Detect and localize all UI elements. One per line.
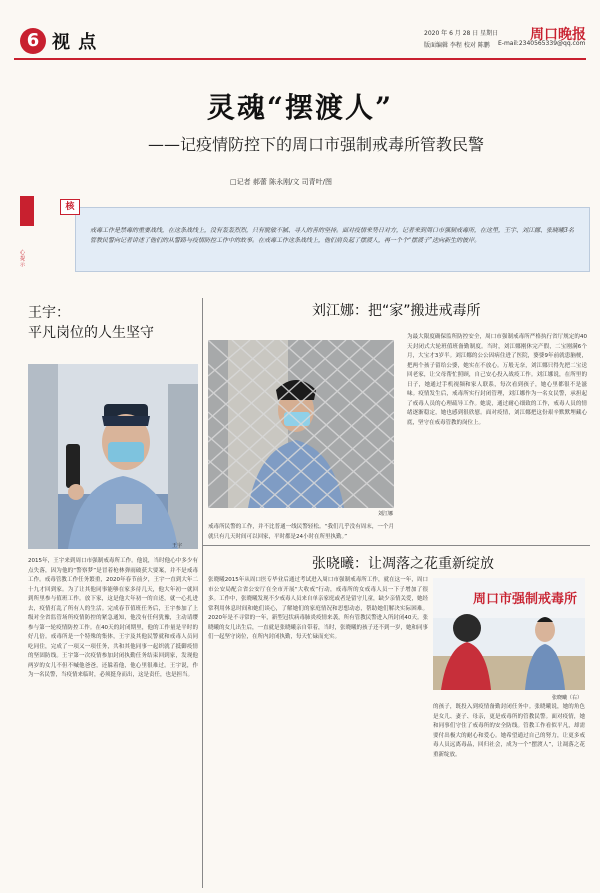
wang-photo <box>28 364 198 549</box>
zhang-heading: 张晓曦：让凋落之花重新绽放 <box>312 556 494 572</box>
column-divider <box>202 298 203 888</box>
issue-date: 2020 年 6 月 28 日 星期日 <box>424 30 499 37</box>
wang-body-text: 2015年，王宇来到周口市强制戒毒所工作。他说，当时他心中多少有点失落，因为他的“警察梦”是冒着枪林弹雨破获大要案，并不是戒毒工作。戒毒管教工作任务繁重，2020年春节前夕，王宇一直到大年二十九才回到家。为了让其他同事能够在家多待几天，他大年初一就回到所里参与值班工作。放下家，这是他大年初一的自述，就一心扎进去，疫情打乱了所有人的生活。完成春节值班任务后，王宇参加了上级对全省监管场所疫情防控的紧急通知，他没有任何犹豫，主动请缨参与第一轮疫情防控工作。在40天的封闭期里，他的工作量是平时的好几倍。戒毒所是一个特殊的集体，王宇及其他民警就和戒毒人员同吃同住，完成了一项又一项任务，共和其他同事一起织就了抵御疫情的坚固防线。王宇第一次疫情参加封闭执勤任务结束回到家，发现他两岁的女儿不但不喊他爸爸，还躲着他，他心里很难过。王宇说，作为一名民警，当疫情来临时，必须挺身而出，这是责任，也是担当。 <box>28 558 198 678</box>
newspaper-logo: 周口晚报 <box>530 27 586 43</box>
wang-photo-caption: 王宇 <box>172 543 183 549</box>
wang-photo-illustration <box>28 364 198 549</box>
article-title: 灵魂“摆渡人” <box>206 91 394 124</box>
zhang-photo <box>433 578 585 690</box>
page-number-badge: 6 <box>20 28 46 54</box>
intro-box <box>20 196 590 280</box>
editor-credits: 版面编辑 李程 校对 陈鹏 <box>424 42 490 49</box>
wang-heading-title: 平凡岗位的人生坚守 <box>28 325 154 341</box>
zhang-body-text: 张晓曦2015年从周口医专毕业后通过考试进入周口市强制戒毒所工作，就在这一年，周口市公安局配合省公安厅在全市开展“大收戒”行动，戒毒所的女戒毒人员一下子增加了很多。工作中，张晓曦发现不少戒毒人员来自单亲家庭或者是留守儿童，缺少亲情关爱，她经常利用休息时间和她们谈心，了解她们的家庭情况和思想动态，帮助她们解决实际困难。2020年是不寻常的一年，新型冠状病毒肺炎疫情来袭，所有管教民警进入所封闭40天。张晓曦的女儿出生后，一直就是张晓曦亲自带着，当时，张晓曦的孩子还不到一岁，她和同事们一起坚守岗位，在所内封闭执勤，每天忙碌而充实。 <box>208 577 428 640</box>
article-byline: □记者 郝蕾 陈永刚/文 司青叶/图 <box>230 178 333 186</box>
intro-badge: 核 <box>60 199 80 215</box>
zhang-photo-caption: 张晓曦（右） <box>552 695 583 701</box>
liu-heading: 刘江娜：把“家”搬进戒毒所 <box>312 303 481 319</box>
zhang-body-text-continued: 的孩子，既投入到疫情备勤封闭任务中。张晓曦说，她的角色是女儿、妻子、母亲，更是戒毒所的管教民警。面对疫情，她和同事们守住了戒毒所的安全防线。管教工作看似平凡，却需要付出极大的耐心和爱心。她希望通过自己的努力，让更多戒毒人员远离毒品，回归社会，成为一个“摆渡人”，让凋落之花重新绽放。 <box>433 704 585 758</box>
intro-side-label: 心提示 <box>20 250 26 268</box>
intro-panel <box>75 207 590 272</box>
liu-body-text-lower: 戒毒所民警的工作，并不比普通一线民警轻松。“我们几乎没有周末，一个月就只有几天时间可以回家，平时都是24小时在所里执勤。” <box>208 524 394 540</box>
liu-photo <box>208 340 394 508</box>
article-subtitle: ——记疫情防控下的周口市强制戒毒所管教民警 <box>148 135 485 154</box>
zhang-photo-wall-sign: 周口市强制戒毒所 <box>473 592 578 607</box>
header-divider <box>14 58 586 60</box>
contact-email: E-mail:2340565339@qq.com <box>498 40 586 47</box>
liu-photo-illustration <box>208 340 394 508</box>
liu-photo-caption: 刘江娜 <box>378 511 394 517</box>
wang-heading-name: 王宇： <box>28 305 70 321</box>
section-name: 视 点 <box>52 32 98 53</box>
page-header <box>0 0 600 58</box>
intro-label-bar <box>20 196 34 226</box>
intro-text: 戒毒工作是禁毒的重要战线，在这条战线上，没有轰轰烈烈，只有脱敏不腻、寻人的善的坚持。面对疫情来势日对方，记者来到周口市强制戒毒所，在这里，王宇、刘江娜、张晓曦3名管教民警向记者讲述了他们的从警路与疫情防控工作中的故事。在戒毒工作这条战线上，他们肩负起了摆渡人，再一个个“摆渡子”送向新生的彼岸。 <box>90 227 574 244</box>
liu-body-text-column: 为最大限度确保监所防控安全，周口市强制戒毒所严格执行省厅规定的40天封闭式大轮班值班备勤制度。当时，刘江娜刚休完产假，二宝刚满6个月，大宝才3岁半。刘江娜的公公因病住进了医院，婆婆9年前就患脑梗，把两个孩子留给公婆，她实在不放心。万般无奈，刘江娜只得先把二宝送回老家，让父母帮忙照顾，自己安心投入战疫工作。刘江娜说，在所里的日子，她通过手机视频和家人联系，每次看到孩子，她心里都很不是滋味。疫情发生后，戒毒所实行封闭管理，刘江娜作为一名女民警，承担起了戒毒人员的心理疏导工作。她说，通过耐心细致的工作，戒毒人员的情绪逐渐稳定，她也感到很欣慰。面对疫情，刘江娜把这份艰辛默默埋藏心底，坚守在戒毒管教的岗位上。 <box>407 334 587 426</box>
